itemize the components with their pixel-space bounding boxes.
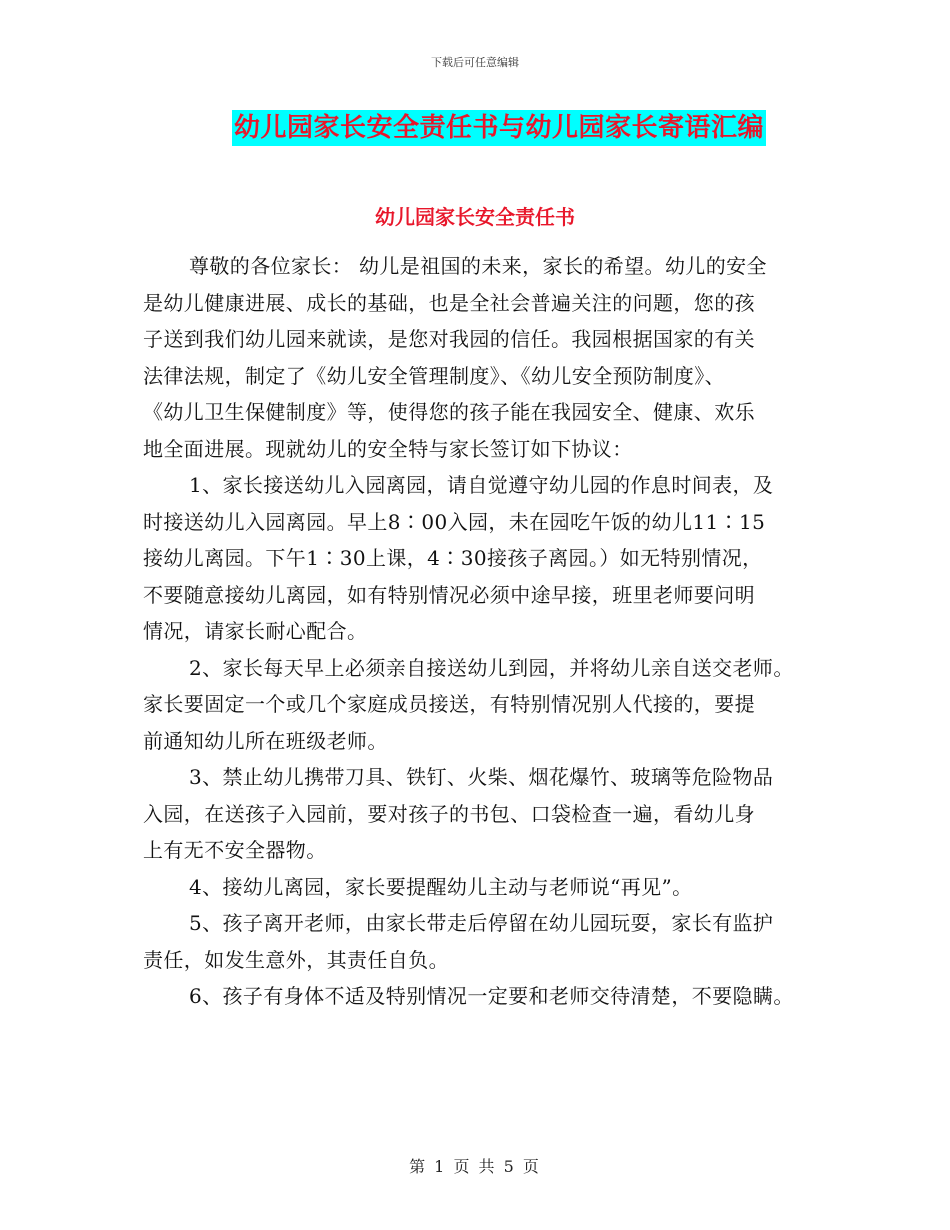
paragraph-item-1 [143, 467, 833, 650]
paragraph-line: 不要随意接幼儿离园，如有特别情况必须中途早接，班里老师要问明 [143, 582, 755, 607]
paragraph-line: 2、家长每天早上必须亲自接送幼儿到园，并将幼儿亲自送交老师。 [189, 655, 794, 680]
header-note: 下载后可任意编辑 [431, 56, 519, 69]
paragraph-line: 接幼儿离园。下午1∶30上课，4∶30接孩子离园。）如无特别情况， [143, 546, 763, 570]
paragraph-line: 入园，在送孩子入园前，要对孩子的书包、口袋检查一遍，看幼儿身 [143, 801, 755, 826]
paragraph-line: 3、禁止幼儿携带刀具、铁钉、火柴、烟花爆竹、玻璃等危险物品 [189, 765, 774, 789]
section-title: 幼儿园家长安全责任书 [375, 205, 575, 229]
paragraph-line: 6、孩子有身体不适及特别情况一定要和老师交待清楚，不要隐瞒。 [189, 984, 794, 1008]
paragraph-line: 前通知幼儿所在班级老师。 [143, 728, 388, 753]
main-title-wrap [232, 110, 766, 146]
paragraph-item-5 [143, 905, 833, 978]
paragraph-item-4 [143, 869, 833, 906]
paragraph-greeting [143, 248, 833, 467]
main-title: 幼儿园家长安全责任书与幼儿园家长寄语汇编 [232, 110, 766, 146]
paragraph-line: 责任，如发生意外，其责任自负。 [143, 947, 449, 972]
paragraph-item-2 [143, 650, 833, 760]
paragraph-line: 家长要固定一个或几个家庭成员接送，有特别情况别人代接的，要提 [143, 692, 755, 716]
paragraph-line: 是幼儿健康进展、成长的基础，也是全社会普遍关注的问题，您的孩 [143, 290, 755, 315]
paragraph-line: 时接送幼儿入园离园。早上8∶00入园，未在园吃午饭的幼儿11∶15 [143, 509, 766, 534]
page-number: 第 1 页 共 5 页 [409, 1157, 541, 1176]
paragraph-item-3 [143, 759, 833, 869]
paragraph-line: 4、接幼儿离园，家长要提醒幼儿主动与老师说“再见”。 [189, 874, 693, 899]
paragraph-line: 1、家长接送幼儿入园离园，请自觉遵守幼儿园的作息时间表，及 [189, 473, 774, 497]
document-body [143, 248, 833, 1015]
paragraph-line: 《幼儿卫生保健制度》等，使得您的孩子能在我园安全、健康、欢乐 [143, 400, 755, 424]
paragraph-line: 地全面进展。现就幼儿的安全特与家长签订如下协议： [143, 436, 633, 461]
paragraph-line: 情况，请家长耐心配合。 [143, 619, 368, 643]
paragraph-line: 上有无不安全器物。 [143, 838, 327, 862]
paragraph-item-6 [143, 978, 833, 1015]
paragraph-line: 5、孩子离开老师，由家长带走后停留在幼儿园玩耍，家长有监护 [189, 911, 774, 935]
paragraph-line: 法律法规，制定了《幼儿安全管理制度》、《幼儿安全预防制度》、 [143, 363, 725, 388]
paragraph-line: 尊敬的各位家长： 幼儿是祖国的未来，家长的希望。幼儿的安全 [189, 254, 767, 278]
paragraph-line: 子送到我们幼儿园来就读，是您对我园的信任。我园根据国家的有关 [143, 327, 755, 351]
